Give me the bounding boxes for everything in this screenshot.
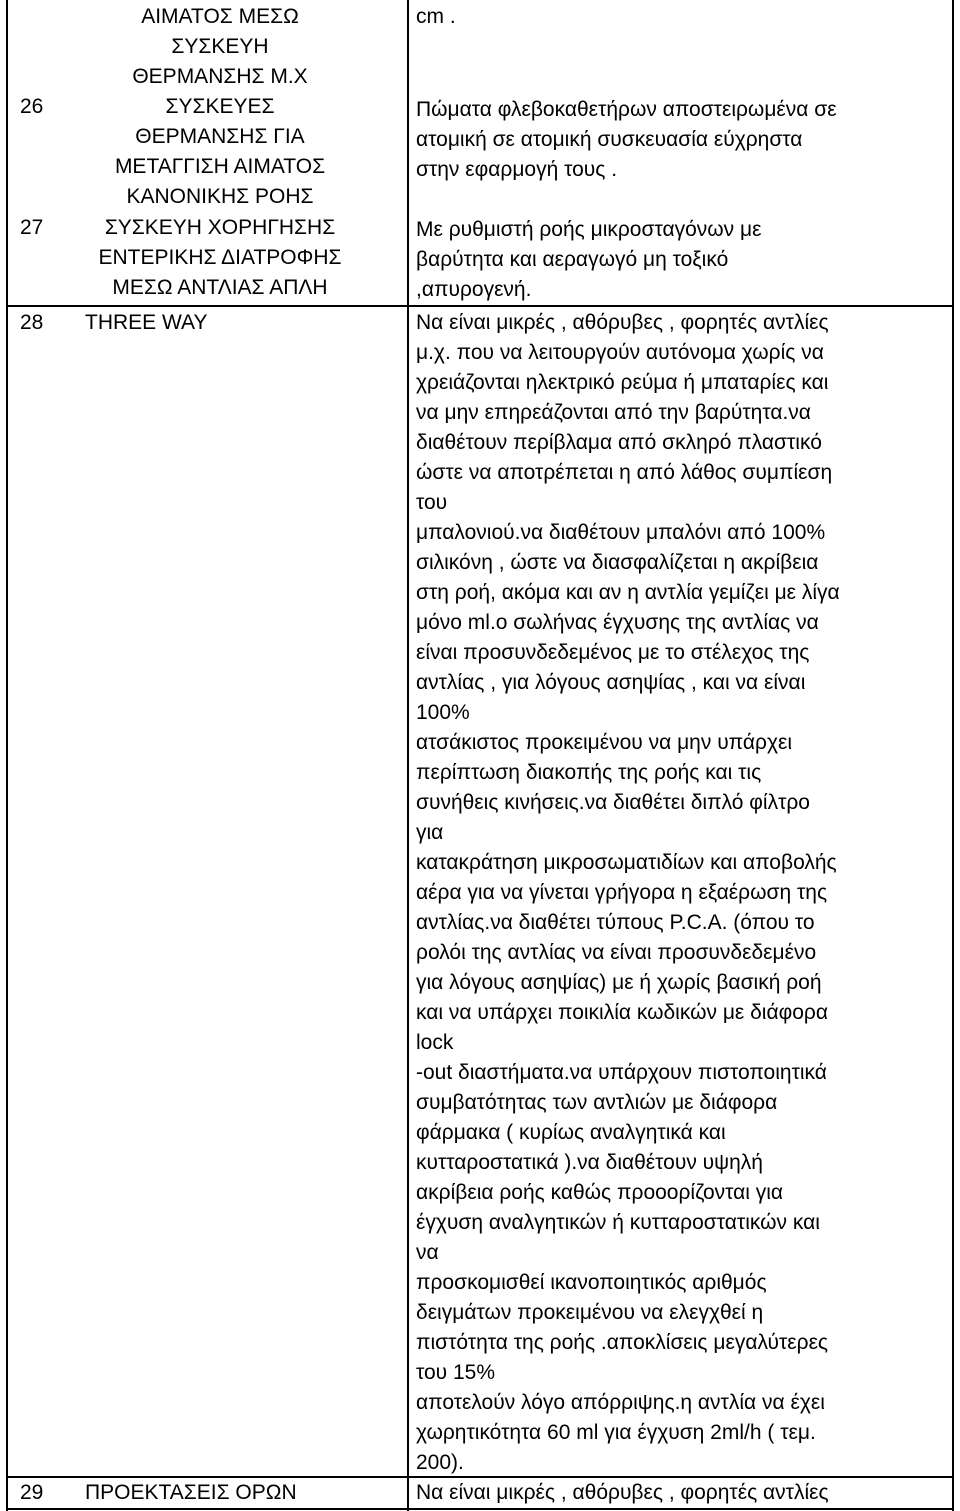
row-28-spec-line: 100% — [416, 701, 470, 724]
row-28-spec-line: lock — [416, 1031, 454, 1054]
row-28-spec-line: χωρητικότητα 60 ml για έγχυση 2ml/h ( τεμ. — [416, 1421, 816, 1444]
table-row-0-name — [40, 2, 400, 92]
row-number-26: 26 — [20, 95, 44, 118]
row-28-spec-line: να — [416, 1241, 439, 1264]
row-27-name-line: ΜΕΣΩ ΑΝΤΛΙΑΣ ΑΠΛΗ — [112, 276, 328, 299]
table-border-left — [6, 0, 8, 1511]
row-28-spec-line: ώστε να αποτρέπεται η από λάθος συμπίεση — [416, 461, 833, 484]
row-28-spec-line: περίπτωση διακοπής της ροής και τις — [416, 761, 762, 784]
row-28-spec-line: μόνο ml.ο σωλήνας έγχυσης της αντλίας να — [416, 611, 819, 634]
table-row-27-spec — [416, 215, 948, 305]
row-28-spec-line: ρολόι της αντλίας να είναι προσυνδεδεμένο — [416, 941, 817, 964]
row-26-spec-line: Πώματα φλεβοκαθετήρων αποστειρωμένα σε — [416, 98, 837, 121]
row-28-spec-line: και να υπάρχει ποικιλία κωδικών με διάφορα — [416, 1001, 828, 1024]
row-28-spec-line: σιλικόνη , ώστε να διασφαλίζεται η ακρίβεια — [416, 551, 819, 574]
row-27-name-line: ΣΥΣΚΕΥΗ ΧΟΡΗΓΗΣΗΣ — [104, 216, 336, 239]
row-28-spec-line: έγχυση αναλγητικών ή κυτταροστατικών και — [416, 1211, 820, 1234]
table-row-29-spec — [416, 1478, 948, 1508]
row-28-spec-line: για λόγους ασηψίας) με ή χωρίς βασική ροή — [416, 971, 822, 994]
row-28-spec-line: ακρίβεια ροής καθώς προοορίζονται για — [416, 1181, 784, 1204]
row-number-28: 28 — [20, 311, 44, 334]
row-28-spec-line: είναι προσυνδεδεμένος με το στέλεχος της — [416, 641, 810, 664]
row-29-spec-line: Να είναι μικρές , αθόρυβες , φορητές αντλίες — [416, 1481, 829, 1504]
row-number-27: 27 — [20, 216, 44, 239]
row-28-spec-line: αντλίας , για λόγους ασηψίας , και να είναι — [416, 671, 806, 694]
table-row-26-spec — [416, 95, 948, 185]
row-28-spec-line: συμβατότητας των αντλιών με διάφορα — [416, 1091, 778, 1114]
row-26-name-line: ΣΥΣΚΕΥΕΣ — [165, 95, 275, 118]
table-row-26-name — [40, 92, 400, 212]
row-28-name-line: THREE WAY — [85, 311, 208, 334]
row-26-name-line: ΘΕΡΜΑΝΣΗΣ ΓΙΑ — [135, 125, 305, 148]
row-28-spec-line: να μην επηρεάζονται από την βαρύτητα.να — [416, 401, 811, 424]
row-27-spec-line: βαρύτητα και αεραγωγό μη τοξικό — [416, 248, 729, 271]
row-0-name-line: ΑΙΜΑΤΟΣ ΜΕΣΩ — [141, 5, 299, 28]
table-border-right — [952, 0, 954, 1511]
row-28-spec-line: χρειάζονται ηλεκτρικό ρεύμα ή μπαταρίες και — [416, 371, 829, 394]
row-28-spec-line: φάρμακα ( κυρίως αναλγητικά και — [416, 1121, 726, 1144]
row-0-name-line: ΘΕΡΜΑΝΣΗΣ Μ.Χ — [132, 65, 308, 88]
row-28-spec-line: στη ροή, ακόμα και αν η αντλία γεμίζει με λίγα — [416, 581, 840, 604]
row-28-spec-line: αντλίας.να διαθέτει τύπους P.C.A. (όπου το — [416, 911, 815, 934]
row-28-spec-line: κυτταροστατικά ).να διαθέτουν υψηλή — [416, 1151, 763, 1174]
row-27-name-line: ΕΝΤΕΡΙΚΗΣ ΔΙΑΤΡΟΦΗΣ — [98, 246, 342, 269]
row-28-spec-line: προσκομισθεί ικανοποιητικός αριθμός — [416, 1271, 767, 1294]
row-28-spec-line: Να είναι μικρές , αθόρυβες , φορητές αντλίες — [416, 311, 829, 334]
row-26-name-line: ΜΕΤΑΓΓΙΣΗ ΑΙΜΑΤΟΣ — [114, 155, 326, 178]
table-row-27-name — [40, 213, 400, 303]
row-number-29: 29 — [20, 1481, 44, 1504]
row-28-spec-line: δειγμάτων προκειμένου να ελεγχθεί η — [416, 1301, 764, 1324]
table-row-0-spec — [416, 2, 948, 32]
table-row-28-spec — [416, 308, 948, 1478]
row-28-spec-line: μ.χ. που να λειτουργούν αυτόνομα χωρίς να — [416, 341, 824, 364]
row-28-spec-line: 200). — [416, 1451, 464, 1474]
table-border-bottom — [6, 1508, 954, 1510]
row-28-spec-line: κατακράτηση μικροσωματιδίων και αποβολής — [416, 851, 837, 874]
row-28-spec-line: -out διαστήματα.να υπάρχουν πιστοποιητικά — [416, 1061, 827, 1084]
row-26-spec-line: ατομική σε ατομική συσκευασία εύχρηστα — [416, 128, 803, 151]
row-26-name-line: ΚΑΝΟΝΙΚΗΣ ΡΟΗΣ — [126, 185, 314, 208]
row-28-spec-line: διαθέτουν περίβλαμα από σκληρό πλαστικό — [416, 431, 822, 454]
table-column-divider — [407, 0, 409, 1511]
row-28-spec-line: του — [416, 491, 448, 514]
row-28-spec-line: του 15% — [416, 1361, 496, 1384]
row-27-spec-line: Με ρυθμιστή ροής μικροσταγόνων με — [416, 218, 762, 241]
row-27-spec-line: ,απυρογενή. — [416, 278, 532, 301]
row-28-spec-line: για — [416, 821, 444, 844]
row-28-spec-line: ατσάκιστος προκειμένου να μην υπάρχει — [416, 731, 793, 754]
row-28-spec-line: συνήθεις κινήσεις.να διαθέτει διπλό φίλτρο — [416, 791, 810, 814]
table-row-28-name — [40, 308, 400, 338]
row-29-name-line: ΠΡΟΕΚΤΑΣΕΙΣ ΟΡΩΝ — [85, 1481, 297, 1504]
row-divider-1 — [6, 305, 954, 307]
row-26-spec-line: στην εφαρμογή τους . — [416, 158, 618, 181]
row-0-name-line: ΣΥΣΚΕΥΗ — [171, 35, 269, 58]
row-28-spec-line: αποτελούν λόγο απόρριψης.η αντλία να έχει — [416, 1391, 825, 1414]
row-28-spec-line: μπαλονιού.να διαθέτουν μπαλόνι από 100% — [416, 521, 826, 544]
row-28-spec-line: πιστότητα της ροής .αποκλίσεις μεγαλύτερες — [416, 1331, 829, 1354]
row-0-spec-line: cm . — [416, 5, 456, 28]
table-row-29-name — [40, 1478, 400, 1508]
row-28-spec-line: αέρα για να γίνεται γρήγορα η εξαέρωση της — [416, 881, 828, 904]
